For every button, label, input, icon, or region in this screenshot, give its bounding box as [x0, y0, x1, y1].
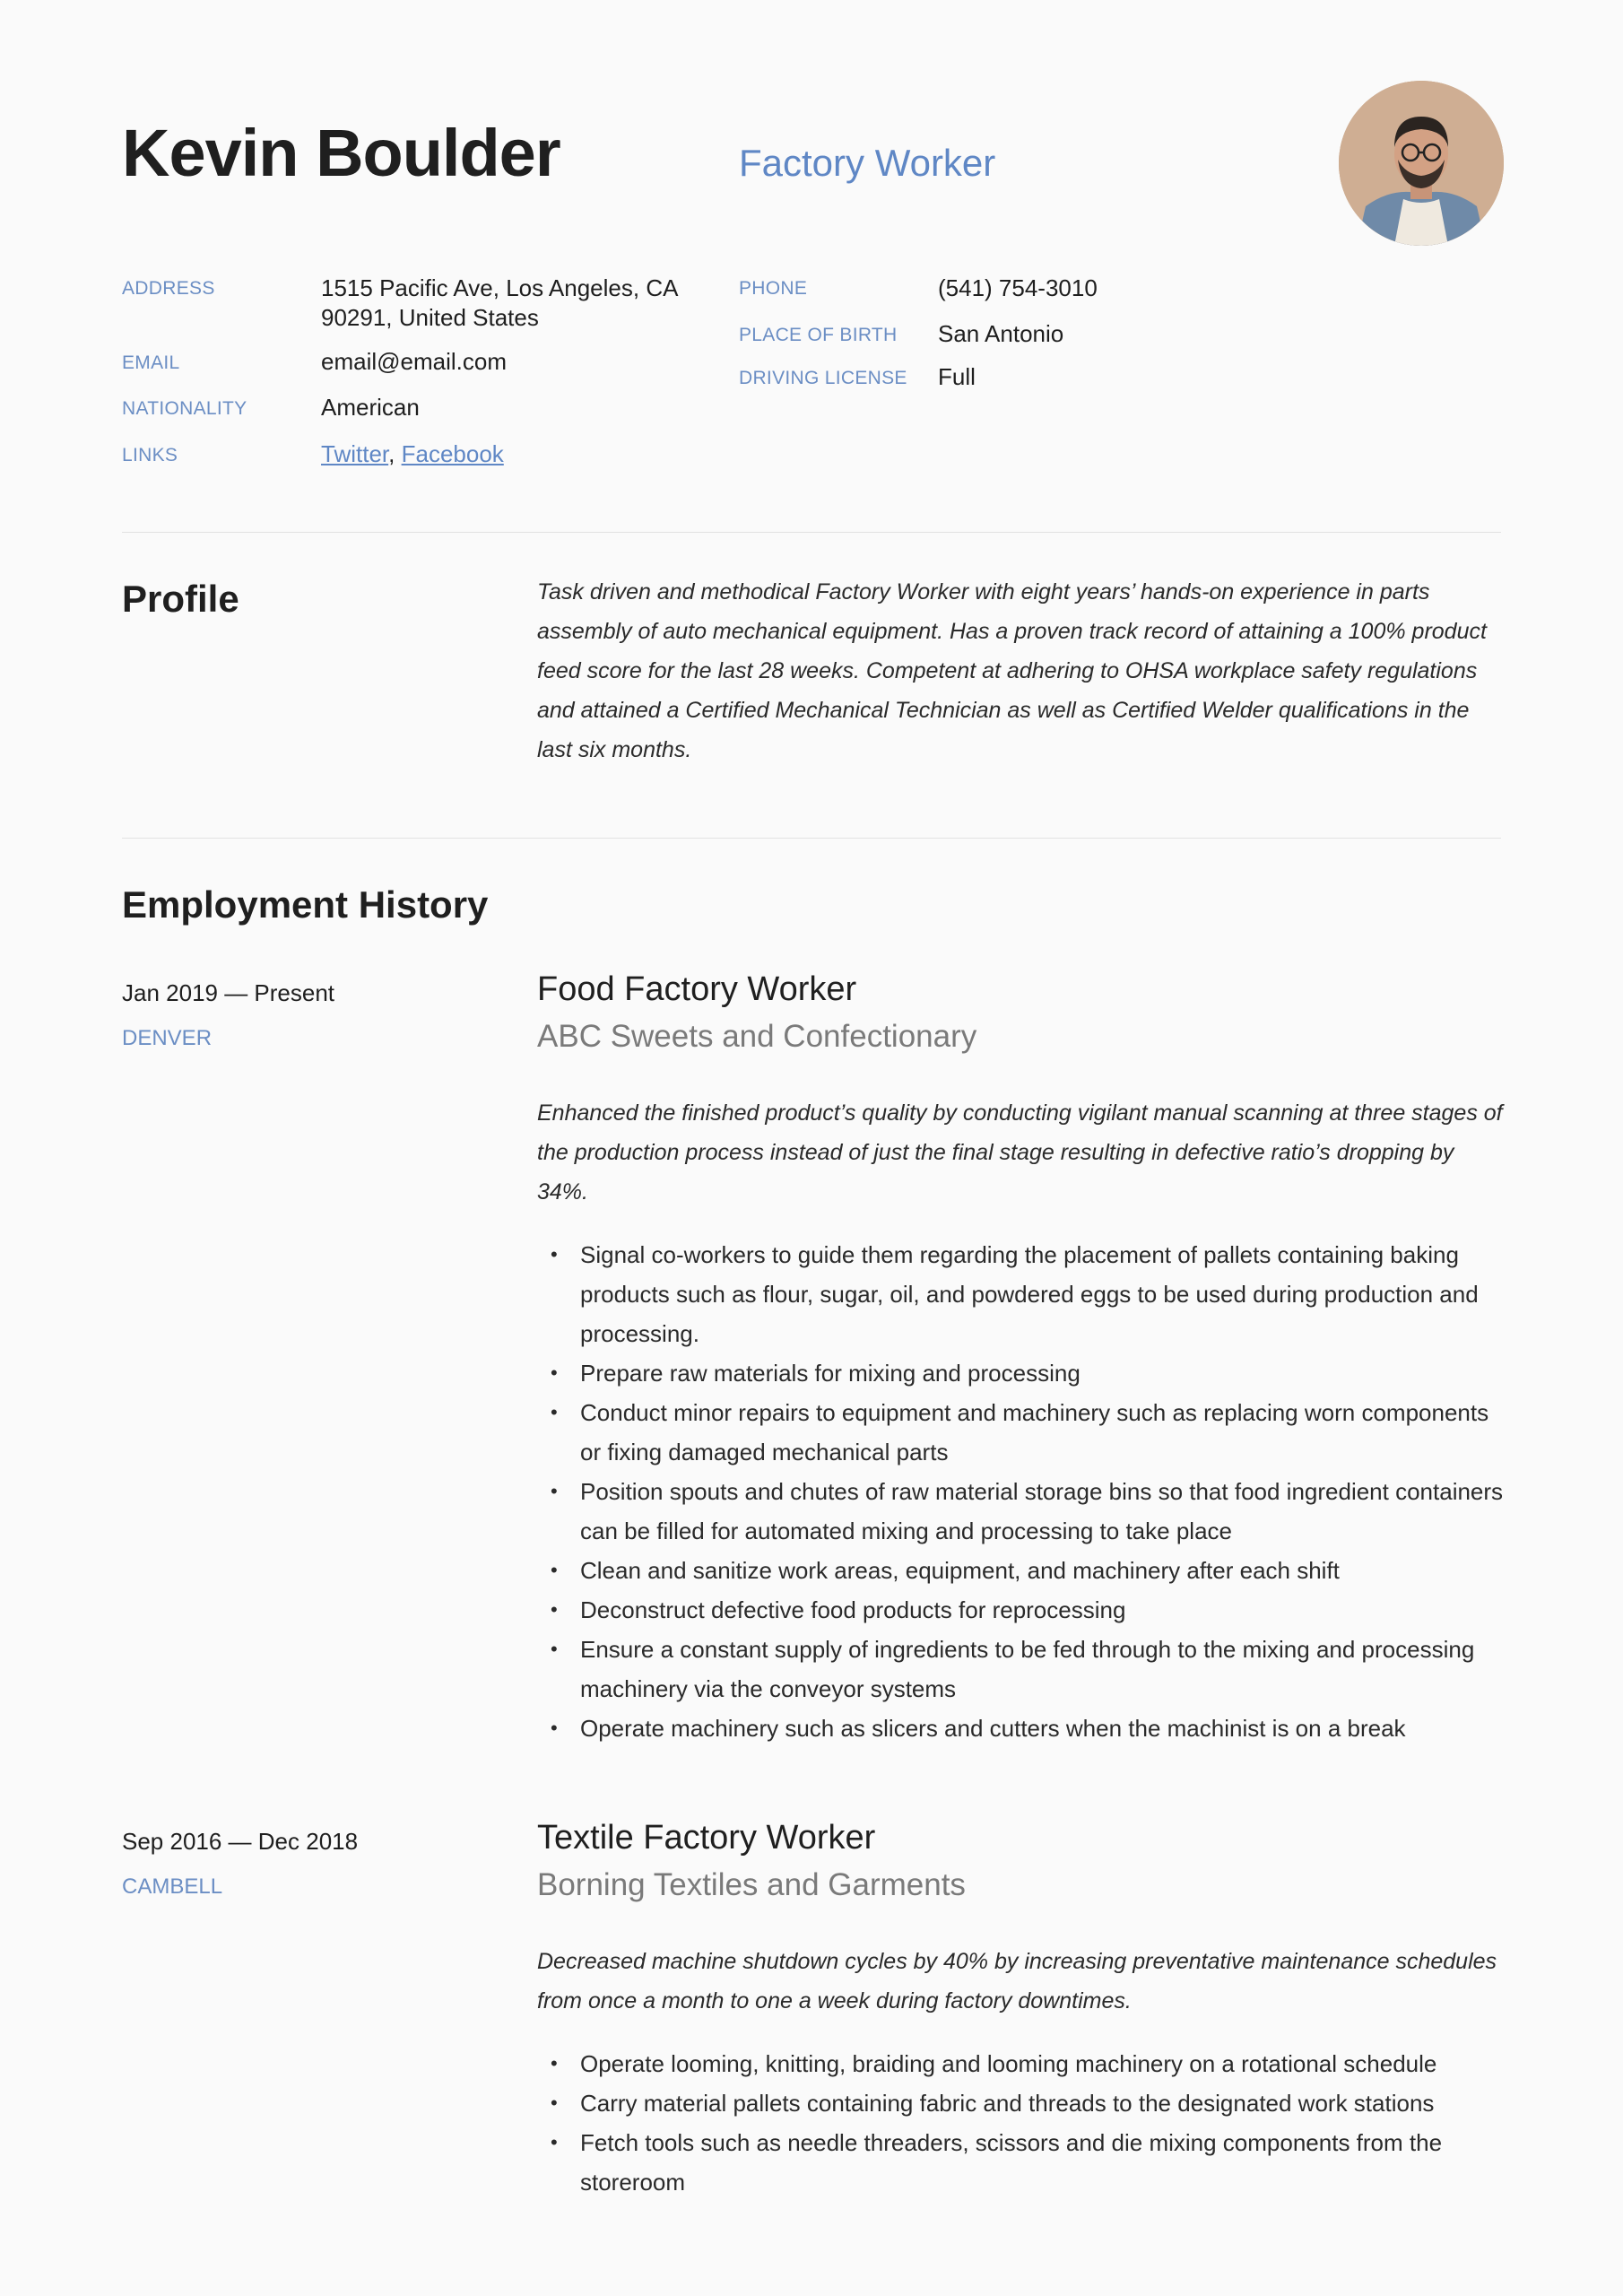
links-separator: ,	[388, 440, 395, 467]
phone-value: (541) 754-3010	[938, 274, 1098, 301]
profile-text: Task driven and methodical Factory Worker with eight years’ hands-on experience in parts assembly of auto mechanical equipment. Has a proven track record of attaining a 100% product feed score for the last 28 weeks. Competent at adhering to OHSA workplace safety regulations and attained a Certified Mechanical Technician as well as Certified Welder qualifications in the last six months.	[537, 579, 1487, 762]
job-title: Food Factory Worker	[537, 970, 857, 1008]
job-city: CAMBELL	[122, 1874, 223, 1899]
job-summary: Enhanced the finished product’s quality by conducting vigilant manual scanning at three stages of the production process instead of just the final stage resulting in defective ratio’s dropping by 34%.	[537, 1100, 1503, 1205]
job-bullet-list	[537, 2044, 1506, 2202]
list-item: • Conduct minor repairs to equipment and machinery such as replacing worn components or fixing damaged mechanical parts	[537, 1393, 1506, 1472]
license-value: Full	[938, 363, 976, 390]
job-dates: Sep 2016 — Dec 2018	[122, 1828, 359, 1855]
birth-value: San Antonio	[938, 320, 1064, 347]
job-title: Textile Factory Worker	[537, 1819, 876, 1857]
list-item: • Operate machinery such as slicers and cutters when the machinist is on a break	[537, 1709, 1506, 1748]
phone-label: PHONE	[739, 278, 808, 299]
candidate-job-title: Factory Worker	[739, 142, 996, 184]
list-item: • Signal co-workers to guide them regarding the placement of pallets containing baking products such as flour, sugar, oil, and powdered eggs to be used during production and processing.	[537, 1235, 1506, 1353]
twitter-link[interactable]: Twitter	[321, 440, 389, 467]
job-city: DENVER	[122, 1026, 213, 1050]
job-employer: Borning Textiles and Garments	[537, 1867, 966, 1902]
candidate-name: Kevin Boulder	[122, 116, 560, 190]
divider	[122, 532, 1501, 533]
email-value: email@email.com	[321, 348, 507, 375]
list-item: • Carry material pallets containing fabric and threads to the designated work stations	[537, 2083, 1506, 2123]
job-bullet-list	[537, 1235, 1506, 1748]
job-employer: ABC Sweets and Confectionary	[537, 1019, 977, 1054]
avatar	[1339, 81, 1504, 246]
links-label: LINKS	[122, 445, 178, 465]
divider	[122, 838, 1501, 839]
address-value: 1515 Pacific Ave, Los Angeles, CA 90291, United States	[321, 274, 678, 331]
email-label: EMAIL	[122, 352, 180, 373]
links-value	[321, 439, 504, 469]
avatar-photo-icon	[1339, 81, 1504, 246]
profile-title: Profile	[122, 578, 239, 620]
nationality-label: NATIONALITY	[122, 398, 247, 419]
address-label: ADDRESS	[122, 278, 215, 299]
job-dates: Jan 2019 — Present	[122, 979, 335, 1006]
facebook-link[interactable]: Facebook	[401, 440, 504, 467]
list-item: • Deconstruct defective food products for reprocessing	[537, 1590, 1506, 1630]
list-item: • Prepare raw materials for mixing and processing	[537, 1353, 1506, 1393]
employment-title: Employment History	[122, 883, 489, 926]
list-item: • Fetch tools such as needle threaders, scissors and die mixing components from the storeroom	[537, 2123, 1506, 2202]
list-item: • Position spouts and chutes of raw material storage bins so that food ingredient containers can be filled for automated mixing and processing to take place	[537, 1472, 1506, 1551]
job-summary: Decreased machine shutdown cycles by 40% by increasing preventative maintenance schedules from once a month to one a week during factory downtimes.	[537, 1949, 1497, 2013]
license-label: DRIVING LICENSE	[739, 368, 907, 388]
birth-label: PLACE OF BIRTH	[739, 325, 898, 345]
list-item: • Operate looming, knitting, braiding and looming machinery on a rotational schedule	[537, 2044, 1506, 2083]
list-item: • Clean and sanitize work areas, equipment, and machinery after each shift	[537, 1551, 1506, 1590]
list-item: • Ensure a constant supply of ingredients to be fed through to the mixing and processing machinery via the conveyor systems	[537, 1630, 1506, 1709]
nationality-value: American	[321, 394, 420, 421]
